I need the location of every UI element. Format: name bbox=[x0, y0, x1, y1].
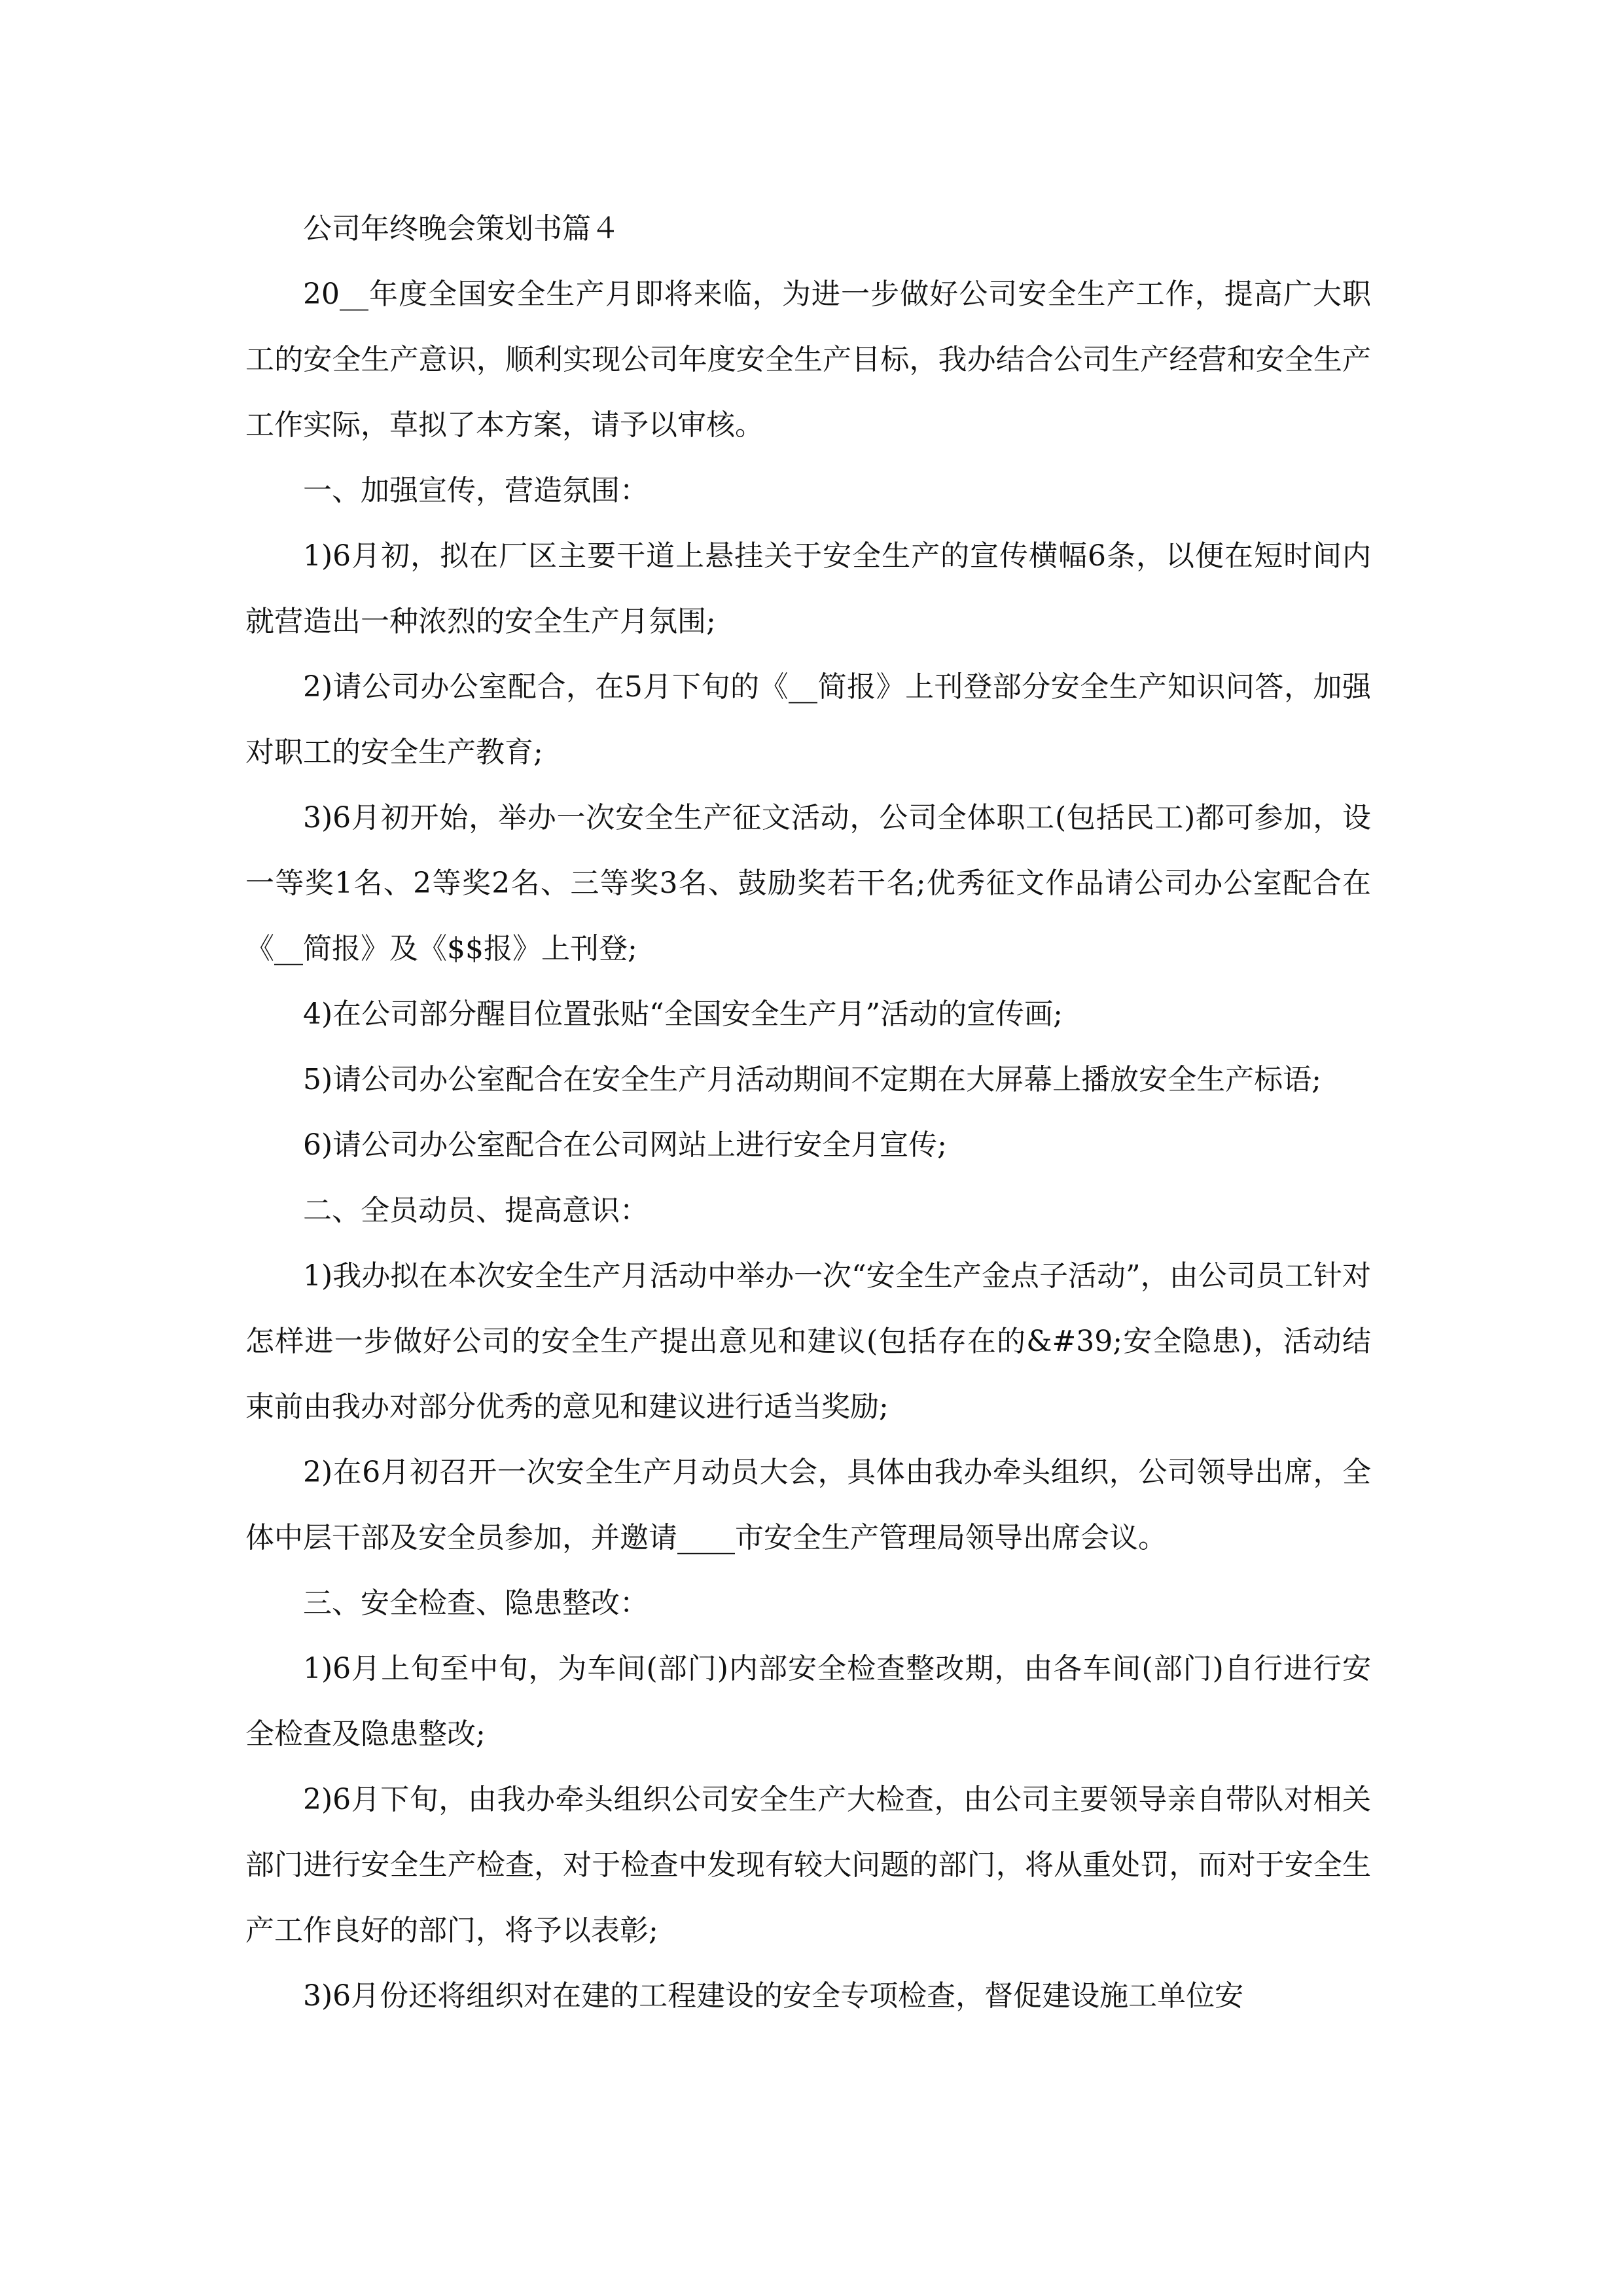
list-item: 2)请公司办公室配合，在5月下旬的《__简报》上刊登部分安全生产知识问答，加强对职工的安全生产教育; bbox=[245, 670, 1371, 769]
list-item: 1)我办拟在本次安全生产月活动中举办一次“安全生产金点子活动”，由公司员工针对怎样进一步做好公司的安全生产提出意见和建议(包括存在的&#39;安全隐患)，活动结束前由我办对部分优秀的意见和建议进行适当奖励; bbox=[245, 1259, 1371, 1424]
list-item: 5)请公司办公室配合在安全生产月活动期间不定期在大屏幕上播放安全生产标语; bbox=[303, 1063, 1321, 1096]
list-item: 2)6月下旬，由我办牵头组织公司安全生产大检查，由公司主要领导亲自带队对相关部门进行安全生产检查，对于检查中发现有较大问题的部门，将从重处罚，而对于安全生产工作良好的部门，将予以表彰; bbox=[245, 1783, 1371, 1947]
list-item: 3)6月初开始，举办一次安全生产征文活动，公司全体职工(包括民工)都可参加，设一等奖1名、2等奖2名、三等奖3名、鼓励奖若干名;优秀征文作品请公司办公室配合在《__简报》及《$$报》上刊登; bbox=[245, 801, 1371, 965]
list-item: 3)6月份还将组织对在建的工程建设的安全专项检查，督促建设施工单位安 bbox=[303, 1979, 1244, 2013]
list-item: 1)6月上旬至中旬，为车间(部门)内部安全检查整改期，由各车间(部门)自行进行安全检查及隐患整改; bbox=[245, 1652, 1371, 1751]
list-item: 1)6月初，拟在厂区主要干道上悬挂关于安全生产的宣传横幅6条，以便在短时间内就营造出一种浓烈的安全生产月氛围; bbox=[245, 539, 1371, 638]
section-heading-3: 三、安全检查、隐患整改： bbox=[303, 1587, 649, 1620]
list-item: 2)在6月初召开一次安全生产月动员大会，具体由我办牵头组织，公司领导出席，全体中层干部及安全员参加，并邀请____市安全生产管理局领导出席会议。 bbox=[245, 1456, 1371, 1554]
list-item: 6)请公司办公室配合在公司网站上进行安全月宣传; bbox=[303, 1128, 947, 1162]
intro-paragraph: 20__年度全国安全生产月即将来临，为进一步做好公司安全生产工作，提高广大职工的安全生产意识，顺利实现公司年度安全生产目标，我办结合公司生产经营和安全生产工作实际，草拟了本方案，请予以审核。 bbox=[245, 278, 1371, 442]
document-title: 公司年终晚会策划书篇４ bbox=[303, 212, 620, 245]
list-item: 4)在公司部分醒目位置张贴“全国安全生产月”活动的宣传画; bbox=[303, 997, 1063, 1031]
section-heading-1: 一、加强宣传，营造氛围： bbox=[303, 474, 649, 507]
document-body bbox=[245, 196, 1371, 2029]
section-heading-2: 二、全员动员、提高意识： bbox=[303, 1194, 649, 1227]
